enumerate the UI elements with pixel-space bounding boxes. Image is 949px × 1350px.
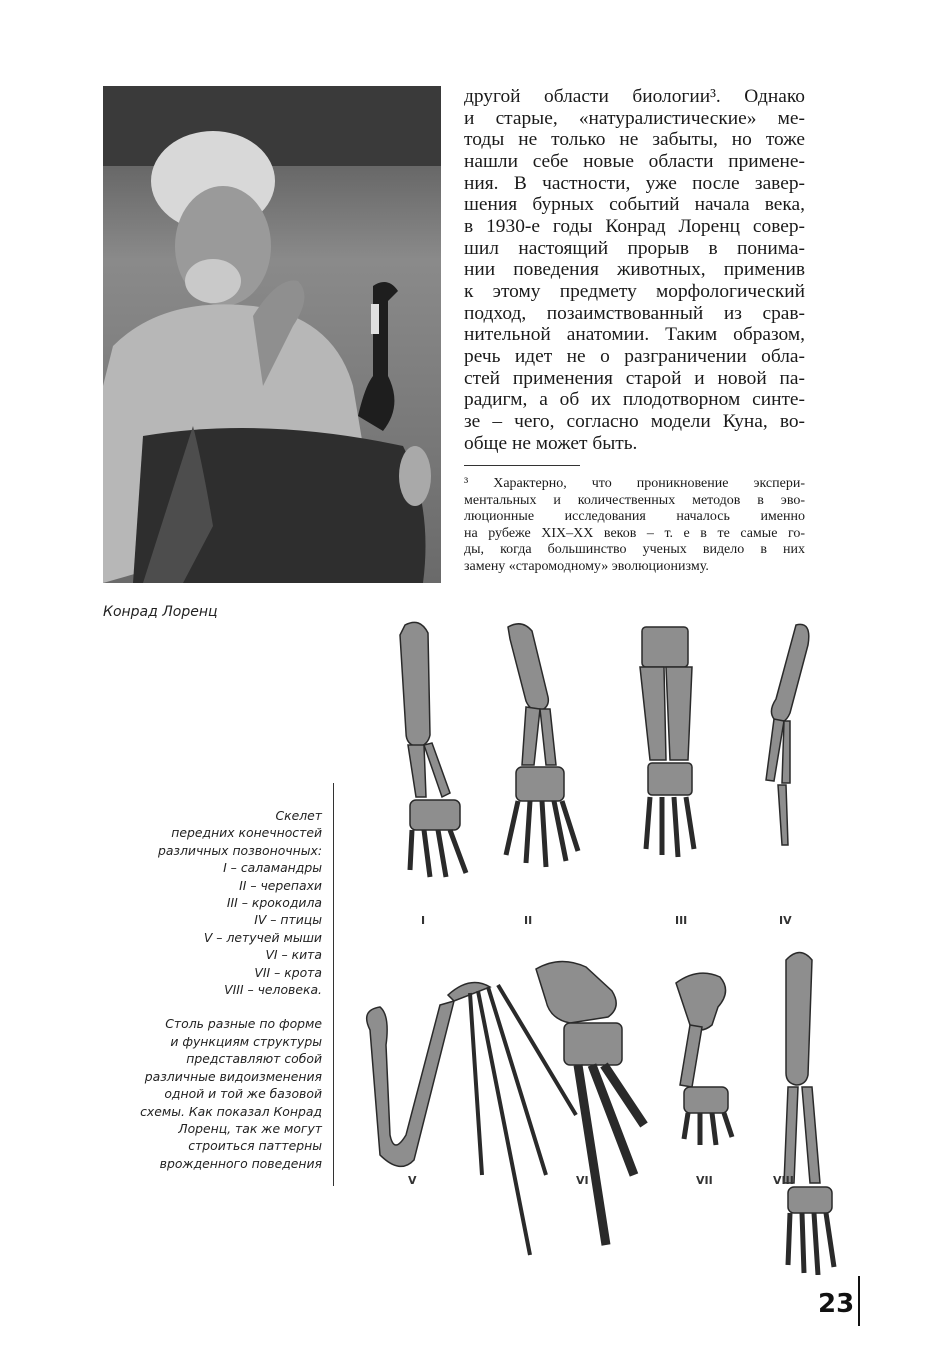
numeral-ii: II (524, 914, 533, 927)
caption-line: схемы. Как показал Конрад (140, 1103, 322, 1119)
caption-line: I – саламандры (223, 860, 322, 876)
caption-line: II – черепахи (239, 877, 322, 893)
skeleton-turtle (506, 624, 578, 867)
caption-line: одной и той же базовой (164, 1086, 322, 1102)
body-line: тоды не только не забыты, но тоже (464, 129, 805, 151)
skeleton-salamander (400, 622, 466, 877)
body-line: радигм, а об их плодотворном синте- (464, 389, 805, 411)
body-line: обще не может быть. (464, 432, 638, 454)
footnote-divider (464, 465, 580, 466)
caption-line: передних конечностей (171, 825, 322, 841)
body-line: речь идет не о разграничении обла- (464, 345, 805, 367)
skeleton-bird (766, 624, 809, 845)
footnote-line: замену «старомодному» эволюционизму. (464, 558, 709, 574)
body-line: шения бурных событий начала века, (464, 194, 805, 216)
caption-line: и функциям структуры (170, 1033, 322, 1049)
body-line: шил настоящий прорыв в понима- (464, 237, 805, 259)
numeral-vi: VI (576, 1174, 589, 1187)
footnote (464, 476, 805, 576)
photo-illustration (103, 86, 441, 583)
skeleton-bat (367, 983, 576, 1256)
skeleton-human (784, 953, 834, 1276)
photo-caption: Конрад Лоренц (103, 604, 218, 620)
caption-line: VII – крота (254, 964, 322, 980)
caption-line: различных позвоночных: (157, 842, 322, 858)
body-line: другой области биологии³. Однако (464, 86, 805, 107)
body-line: нашли себе новые области примене- (464, 150, 805, 172)
body-line: нии поведения животных, применив (464, 259, 805, 281)
caption-rule (333, 783, 334, 1186)
footnote-line: ды, когда большинство ученых видело в них (464, 542, 805, 558)
numeral-v: V (408, 1174, 417, 1187)
footnote-line: на рубеже XIX–XX веков – т. е в те самые го- (464, 525, 805, 541)
caption-line: строиться паттерны (188, 1138, 322, 1154)
footnote-line: люционные исследования началось именно (464, 509, 805, 525)
body-line: к этому предмету морфологический (464, 280, 805, 302)
caption-line: VIII – человека. (224, 982, 322, 998)
caption-line: V – летучей мыши (203, 929, 322, 945)
caption-gap (110, 998, 322, 1015)
numeral-vii: VII (696, 1174, 713, 1187)
body-line: зе – чего, согласно модели Куна, во- (464, 410, 805, 432)
body-line: и старые, «натуралистические» ме- (464, 107, 805, 129)
caption-line: III – крокодила (226, 895, 322, 911)
body-text (464, 86, 805, 454)
body-line: подход, позаимствованный из срав- (464, 302, 805, 324)
body-line: стей применения старой и новой па- (464, 367, 805, 389)
page-number-rule (858, 1276, 860, 1326)
caption-line: Скелет (275, 808, 322, 823)
body-line: ния. В частности, уже после завер- (464, 172, 805, 194)
page-number: 23 (818, 1289, 855, 1319)
body-line: в 1930-е годы Конрад Лоренц совер- (464, 215, 805, 237)
caption-line: врожденного поведения (159, 1155, 322, 1171)
numeral-viii: VIII (773, 1174, 794, 1187)
body-line: нительной анатомии. Таким образом, (464, 324, 805, 346)
caption-line: представляют собой (186, 1051, 322, 1067)
caption-line: различные видоизменения (144, 1068, 322, 1084)
footnote-line: ³ Характерно, что проникновение экспери- (464, 476, 805, 491)
skeleton-crocodile (640, 627, 694, 857)
figure-caption (110, 807, 322, 1172)
lorenz-photo (103, 86, 441, 583)
skeleton-mole (676, 973, 732, 1145)
caption-line: Лоренц, так же могут (178, 1120, 322, 1136)
numeral-iv: IV (779, 914, 792, 927)
numeral-iii: III (675, 914, 688, 927)
skeleton-whale (536, 961, 644, 1245)
caption-line: Столь разные по форме (165, 1016, 322, 1032)
numeral-i: I (421, 914, 426, 927)
caption-line: IV – птицы (254, 912, 322, 928)
footnote-line: ментальных и количественных методов в эво- (464, 492, 805, 508)
caption-line: VI – кита (265, 947, 322, 963)
